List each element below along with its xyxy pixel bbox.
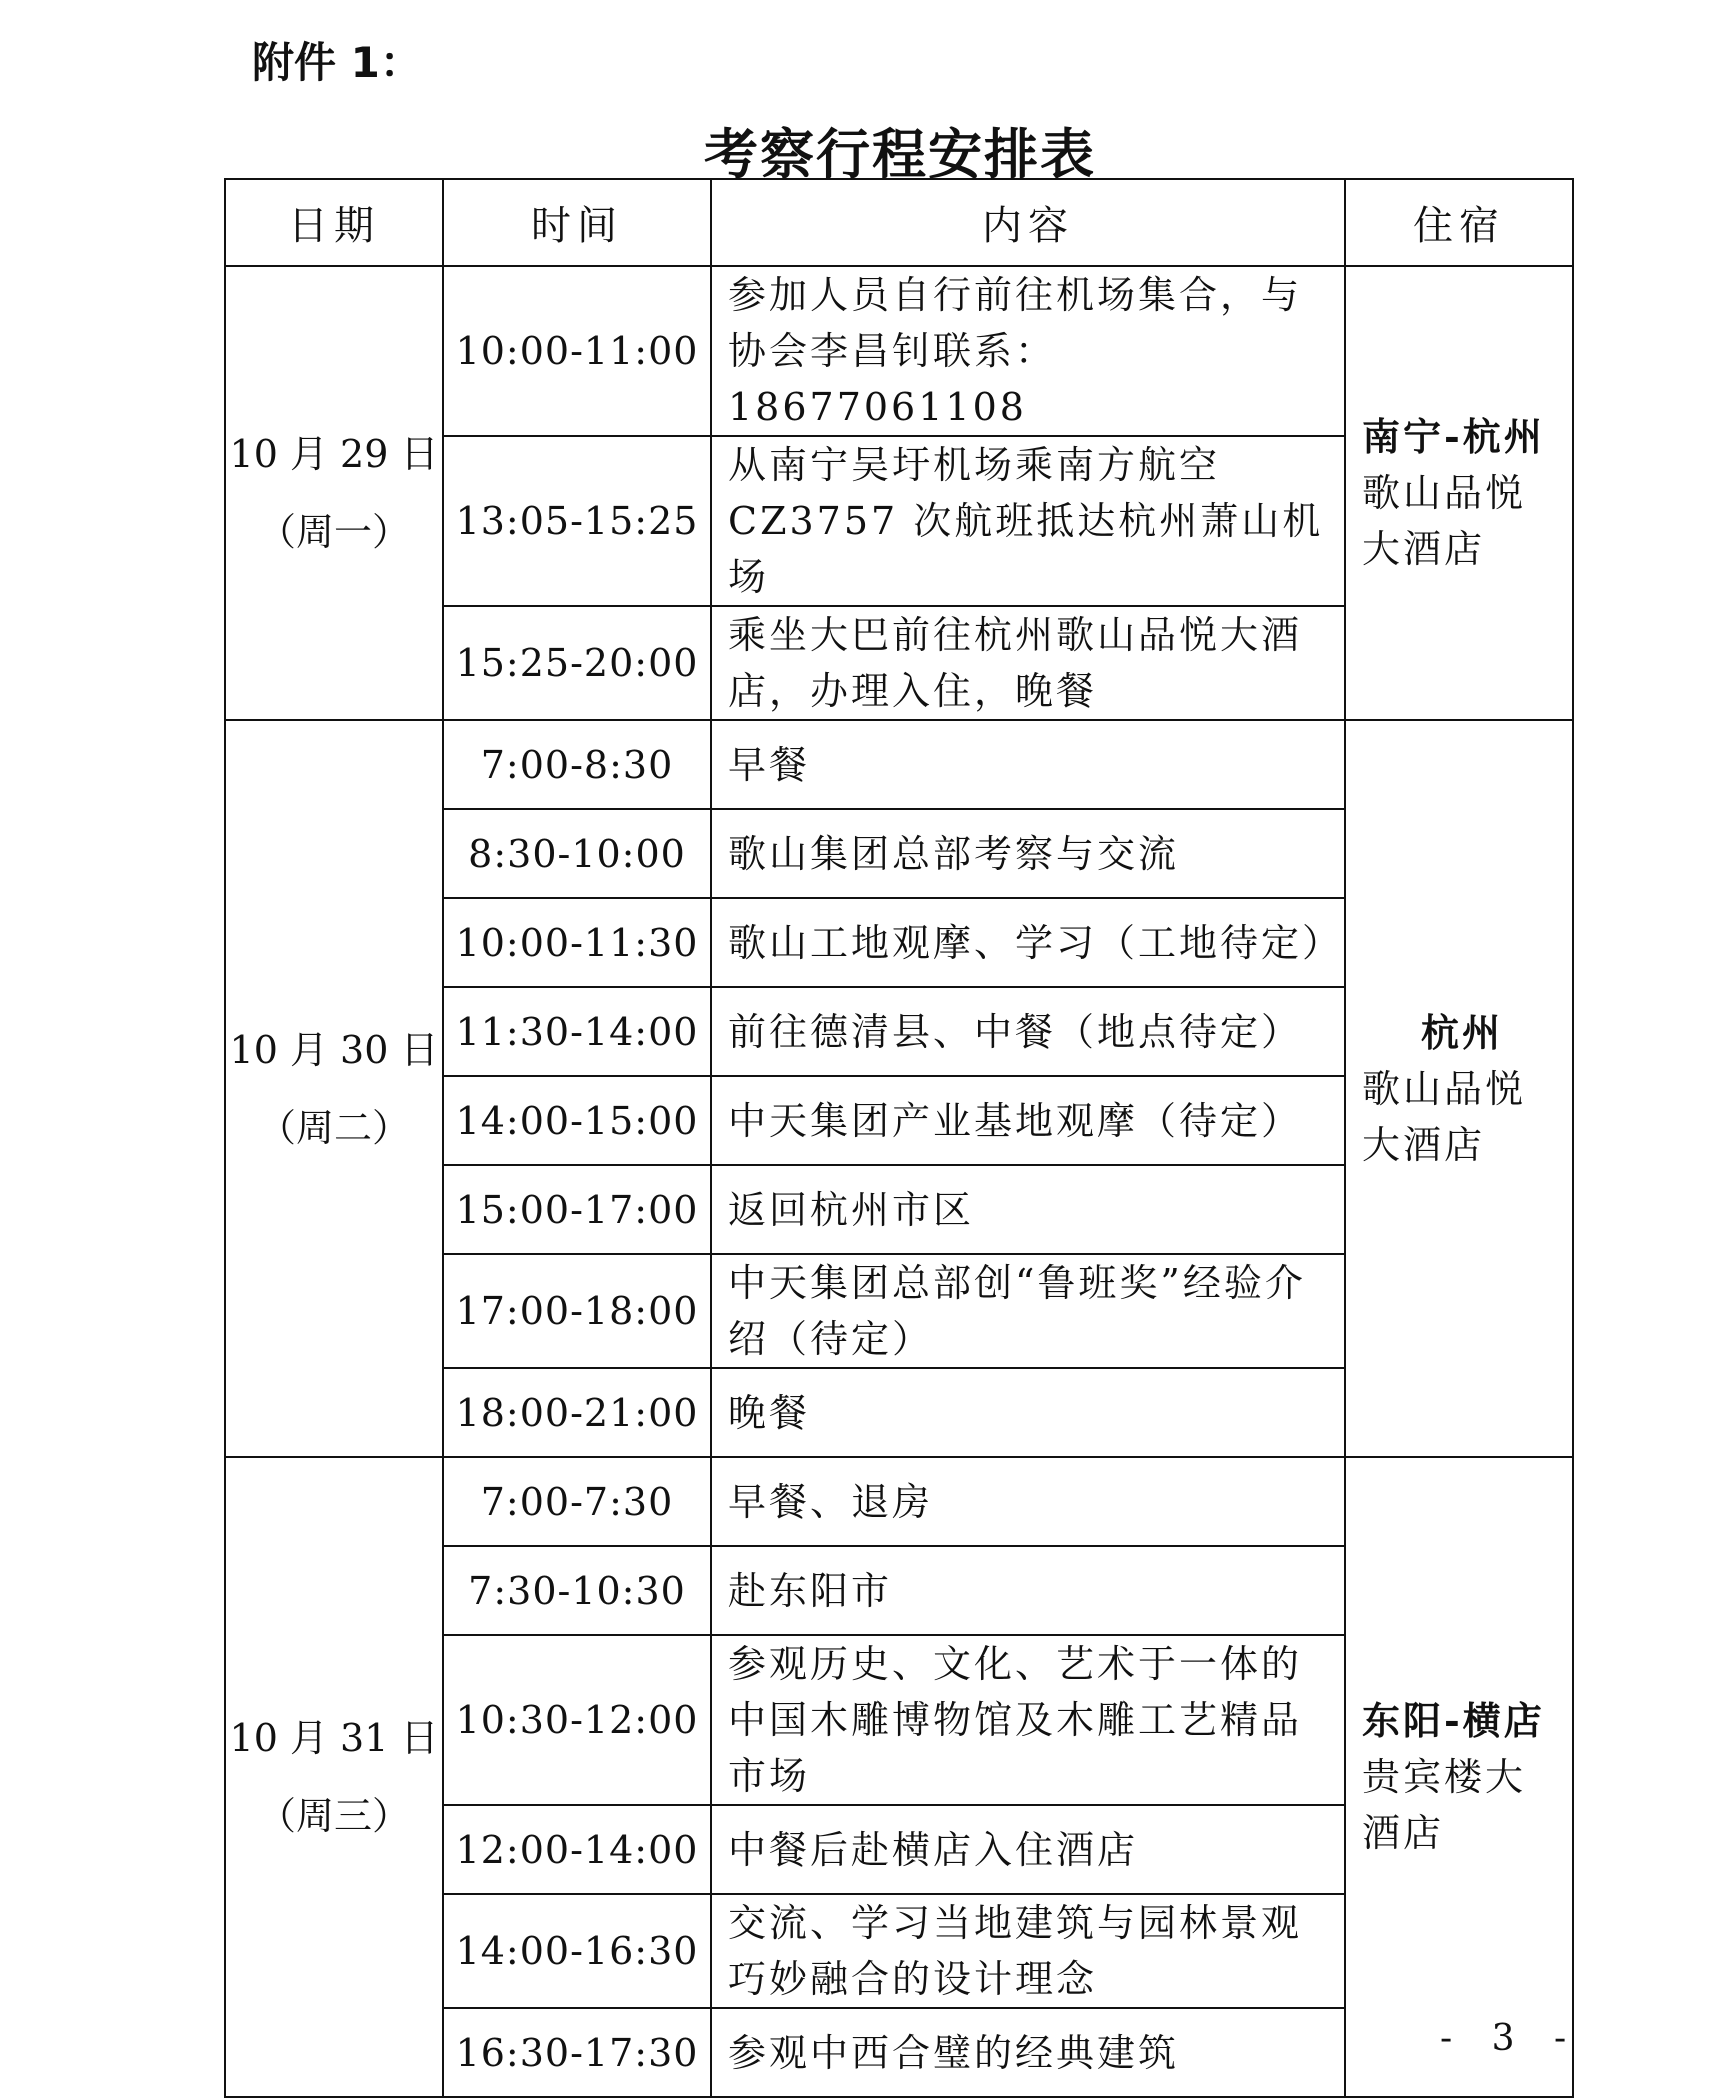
itinerary-body (225, 266, 1573, 2097)
weekday-text: （周一） (257, 510, 410, 554)
date-cell (225, 720, 443, 1457)
time-cell: 18:00-21:00 (443, 1368, 711, 1457)
lodging-line: 歌山品悦 (1362, 471, 1527, 515)
date-cell (225, 1457, 443, 2097)
date-text: 10 月 31 日 (229, 1716, 439, 1760)
table-row (225, 266, 1573, 436)
time-cell: 7:00-8:30 (443, 720, 711, 809)
time-cell: 10:30-12:00 (443, 1635, 711, 1805)
lodging-line: 大酒店 (1362, 527, 1486, 571)
time-cell: 13:05-15:25 (443, 436, 711, 606)
header-lodging: 住宿 (1345, 179, 1573, 266)
time-cell: 15:00-17:00 (443, 1165, 711, 1254)
content-cell: 参加人员自行前往机场集合，与协会李昌钊联系：18677061108 (711, 266, 1345, 436)
time-cell: 8:30-10:00 (443, 809, 711, 898)
content-cell: 中天集团产业基地观摩（待定） (711, 1076, 1345, 1165)
content-cell: 早餐 (711, 720, 1345, 809)
content-cell: 从南宁吴圩机场乘南方航空CZ3757 次航班抵达杭州萧山机场 (711, 436, 1345, 606)
content-cell: 乘坐大巴前往杭州歌山品悦大酒店，办理入住，晚餐 (711, 606, 1345, 720)
lodging-line: 贵宾楼大 (1362, 1755, 1527, 1799)
content-cell: 交流、学习当地建筑与园林景观巧妙融合的设计理念 (711, 1894, 1345, 2008)
content-cell: 参观历史、文化、艺术于一体的中国木雕博物馆及木雕工艺精品市场 (711, 1635, 1345, 1805)
weekday-text: （周二） (257, 1105, 410, 1150)
lodging-line: 东阳-横店 (1362, 1698, 1545, 1743)
lodging-line: 歌山品悦 (1362, 1066, 1527, 1111)
date-text: 10 月 30 日 (229, 1027, 439, 1072)
time-cell: 14:00-15:00 (443, 1076, 711, 1165)
itinerary-table (224, 178, 1574, 2098)
table-row (225, 1457, 1573, 1546)
document-title: 考察行程安排表 (704, 122, 1096, 186)
date-text: 10 月 29 日 (229, 432, 439, 476)
content-cell: 前往德清县、中餐（地点待定） (711, 987, 1345, 1076)
content-cell: 赴东阳市 (711, 1546, 1345, 1635)
content-cell: 早餐、退房 (711, 1457, 1345, 1546)
time-cell: 12:00-14:00 (443, 1805, 711, 1894)
content-cell: 返回杭州市区 (711, 1165, 1345, 1254)
content-cell: 中餐后赴横店入住酒店 (711, 1805, 1345, 1894)
time-cell: 14:00-16:30 (443, 1894, 711, 2008)
lodging-line: 大酒店 (1362, 1122, 1486, 1167)
lodging-cell (1345, 720, 1573, 1457)
lodging-line: 杭州 (1420, 1009, 1503, 1055)
time-cell: 17:00-18:00 (443, 1254, 711, 1368)
page-number: - 3 - (1440, 2018, 1581, 2059)
lodging-line: 酒店 (1362, 1811, 1445, 1855)
time-cell: 10:00-11:00 (443, 266, 711, 436)
time-cell: 10:00-11:30 (443, 898, 711, 987)
header-time: 时间 (443, 179, 711, 266)
weekday-text: （周三） (257, 1794, 410, 1838)
attachment-label: 附件 1： (252, 38, 422, 87)
time-cell: 7:00-7:30 (443, 1457, 711, 1546)
time-cell: 11:30-14:00 (443, 987, 711, 1076)
content-cell: 歌山工地观摩、学习（工地待定） (711, 898, 1345, 987)
table-row (225, 720, 1573, 809)
time-cell: 16:30-17:30 (443, 2008, 711, 2097)
time-cell: 15:25-20:00 (443, 606, 711, 720)
lodging-line: 南宁-杭州 (1362, 414, 1545, 459)
content-cell: 中天集团总部创“鲁班奖”经验介绍（待定） (711, 1254, 1345, 1368)
content-cell: 参观中西合璧的经典建筑 (711, 2008, 1345, 2097)
header-date: 日期 (225, 179, 443, 266)
date-cell (225, 266, 443, 720)
time-cell: 7:30-10:30 (443, 1546, 711, 1635)
content-cell: 歌山集团总部考察与交流 (711, 809, 1345, 898)
lodging-cell (1345, 266, 1573, 720)
content-cell: 晚餐 (711, 1368, 1345, 1457)
header-content: 内容 (711, 179, 1345, 266)
lodging-cell (1345, 1457, 1573, 2097)
table-header-row (225, 179, 1573, 266)
